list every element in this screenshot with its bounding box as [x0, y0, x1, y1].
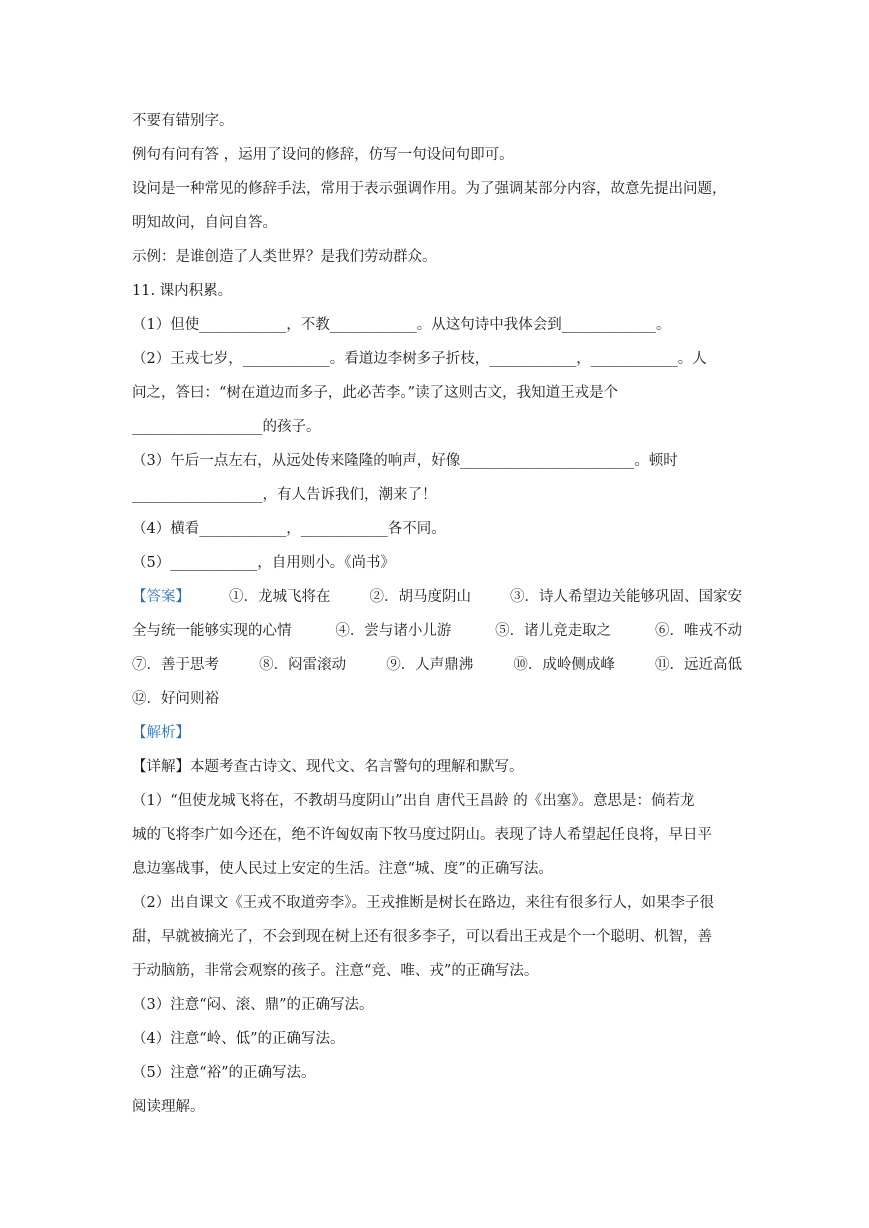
answer-item: ⑤．诸儿竞走取之	[495, 623, 612, 639]
question-item: 问之，答曰：“树在道边而多子，此必苦李。”读了这则古文，我知道王戎是个	[132, 385, 619, 401]
document-page	[132, 104, 742, 1124]
answer-item: ⑦．善于思考	[132, 657, 219, 673]
intro-line: 不要有错别字。	[132, 113, 234, 129]
analysis-line: （2）出自课文《王戎不取道旁李》。王戎推断是树长在路边，来往有很多行人，如果李子很	[132, 895, 714, 911]
answer-row	[132, 648, 742, 682]
question-item: __________________，有人告诉我们，潮来了！	[132, 487, 437, 503]
analysis-line: （3）注意“闷、滚、鼎”的正确写法。	[132, 997, 374, 1013]
intro-line: 示例：是谁创造了人类世界？是我们劳动群众。	[132, 249, 437, 265]
question-title: 11. 课内积累。	[132, 283, 233, 299]
analysis-label: 【解析】	[132, 725, 190, 741]
analysis-line: （5）注意“裕”的正确写法。	[132, 1065, 316, 1081]
analysis-line: （4）注意“岭、低”的正确写法。	[132, 1031, 345, 1047]
analysis-line: （1）“但使龙城飞将在，不教胡马度阴山”出自 唐代王昌龄 的《出塞》。意思是：倘若龙	[132, 793, 695, 809]
analysis-line: 城的飞将李广如今还在，绝不许匈奴南下牧马度过阴山。表现了诗人希望起任良将，早日平	[132, 827, 712, 843]
question-item: （4）横看____________，____________各不同。	[132, 521, 446, 537]
question-item: （1）但使____________，不教____________。从这句诗中我体会到_____________。	[132, 317, 671, 333]
answer-item: ③．诗人希望边关能够巩固、国家安	[510, 589, 742, 605]
analysis-line: 【详解】本题考查古诗文、现代文、名言警句的理解和默写。	[132, 759, 524, 775]
answer-item: ⑨．人声鼎沸	[386, 657, 474, 673]
answer-item: ⑥．唯戎不动	[654, 623, 742, 639]
answer-item: 全与统一能够实现的心情	[132, 623, 292, 639]
intro-line: 例句有问有答 ，运用了设问的修辞，仿写一句设问句即可。	[132, 147, 514, 163]
answer-item: ⑧．闷雷滚动	[259, 657, 347, 673]
question-item: （2）王戎七岁，____________。看道边李树多子折枝，____________，____________。人	[132, 351, 707, 367]
question-item: （5）____________，自用则小。《尚书》	[132, 555, 395, 571]
answer-item: ⑪．远近高低	[655, 657, 742, 673]
analysis-line: 于动脑筋，非常会观察的孩子。注意“竞、唯、戎”的正确写法。	[132, 963, 539, 979]
question-item: （3）午后一点左右，从远处传来隆隆的响声，好像________________________。顿时	[132, 453, 678, 469]
answer-item: ①．龙城飞将在	[229, 589, 331, 605]
analysis-line: 甜，早就被摘光了，不会到现在树上还有很多李子，可以看出王戎是个一个聪明、机智，善	[132, 929, 712, 945]
answer-item: ⑫．好问则裕	[132, 691, 219, 707]
answer-label: 【答案】	[132, 589, 190, 605]
answer-row	[132, 682, 742, 716]
intro-line: 明知故问，自问自答。	[132, 215, 277, 231]
analysis-line: 息边塞战事，使人民过上安定的生活。注意“城、度”的正确写法。	[132, 861, 553, 877]
answer-item: ④．尝与诸小儿游	[335, 623, 452, 639]
intro-line: 设问是一种常见的修辞手法，常用于表示强调作用。为了强调某部分内容，故意先提出问题，	[132, 181, 727, 197]
answer-item: ②．胡马度阴山	[369, 589, 471, 605]
analysis-line: 阅读理解。	[132, 1099, 205, 1115]
answer-row	[132, 580, 742, 614]
answer-item: ⑩．成岭侧成峰	[513, 657, 615, 673]
question-item: __________________的孩子。	[132, 419, 321, 435]
answer-row	[132, 614, 742, 648]
